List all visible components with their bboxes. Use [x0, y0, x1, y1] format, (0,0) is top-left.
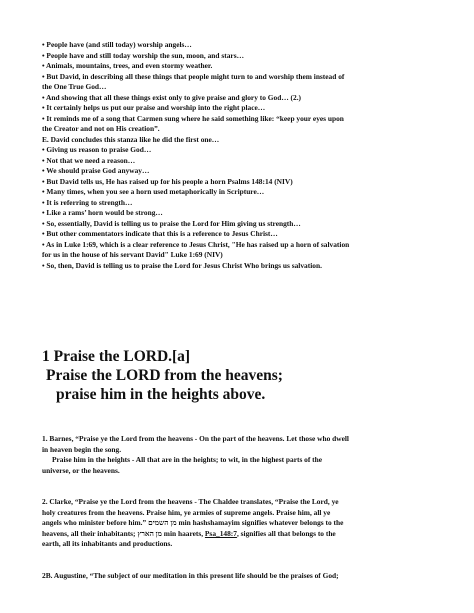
- list-item: the One True God…: [42, 82, 107, 91]
- text-line: holy creatures from the heavens. Praise him, ye armies of supreme angels. Praise him, all ye: [42, 507, 331, 517]
- list-item: • And showing that all these things exist only to give praise and glory to God… (2.): [42, 92, 302, 102]
- text-line: in heaven begin the song.: [42, 444, 122, 454]
- list-item: • So, then, David is telling us to praise the Lord for Jesus Christ Who brings us salvation.: [42, 260, 322, 270]
- text-line: [42, 529, 442, 540]
- list-item: • We should praise God anyway…: [42, 166, 150, 175]
- document-page: [42, 40, 442, 602]
- list-item: • Many times, when you see a horn used metaphorically in Scripture…: [42, 187, 265, 196]
- list-item: • But David tells us, He has raised up for his people a horn Psalms 148:14 (NIV): [42, 176, 293, 186]
- list-item: • People have and still today worship the sun, moon, and stars…: [42, 50, 244, 60]
- commentary-section: [42, 434, 442, 581]
- list-item: for us in the house of his servant David" Luke 1:69 (NIV): [42, 250, 223, 259]
- list-item: • As in Luke 1:69, which is a clear reference to Jesus Christ, "He has raised up a horn of salvation: [42, 239, 350, 249]
- list-item: • Giving us reason to praise God…: [42, 145, 152, 154]
- text-line: 2B. Augustine, “The subject of our meditation in this present life should be the praises of God;: [42, 570, 339, 580]
- scripture-verse: [42, 347, 442, 404]
- text-line: earth, all its inhabitants and productions.: [42, 539, 173, 548]
- text-line: 2. Clarke, “Praise ye the Lord from the heavens - The Chaldee translates, “Praise the Lord, ye: [42, 497, 339, 506]
- text-line: 1. Barnes, “Praise ye the Lord from the heavens - On the part of the heavens. Let those who dwell: [42, 434, 349, 443]
- list-item: • It reminds me of a song that Carmen sung where he said something like: “keep your eyes upon: [42, 113, 344, 123]
- text-line: Praise him in the heights - All that are in the heights; to wit, in the highest parts of the: [52, 455, 323, 464]
- text-line: angels who minister before him.” מן השמים min hashshamayim signifies whatever belongs to the: [42, 518, 344, 527]
- text-line: universe, or the heavens.: [42, 465, 120, 475]
- text-fragment: , signifies all that belongs to the: [236, 528, 336, 538]
- list-item: • But David, in describing all these things that people might turn to and worship them instead of: [42, 71, 345, 81]
- list-item: • But other commentators indicate that this is a reference to Jesus Christ…: [42, 229, 278, 238]
- list-item: • Animals, mountains, trees, and even stormy weather.: [42, 61, 213, 70]
- list-item: the Creator and not on His creation”.: [42, 124, 160, 133]
- text-fragment: heavens, all their inhabitants; מן הארץ min haarets,: [42, 528, 205, 538]
- list-item: • So, essentially, David is telling us to praise the Lord for Him giving us strength…: [42, 218, 301, 228]
- list-item: • It certainly helps us put our praise and worship into the right place…: [42, 103, 266, 112]
- commentary-clarke: [42, 497, 442, 550]
- commentary-barnes: [42, 434, 442, 476]
- list-item: • It is referring to strength…: [42, 197, 133, 207]
- verse-line: Praise the LORD from the heavens;: [46, 367, 283, 384]
- list-item: • People have (and still today) worship angels…: [42, 40, 192, 49]
- psalm-reference-link[interactable]: Psa_148:7: [204, 528, 237, 538]
- bullet-list: [42, 40, 442, 271]
- verse-line: 1 Praise the LORD.[a]: [42, 348, 191, 365]
- commentary-augustine: [42, 571, 442, 582]
- section-heading: E. David concludes this stanza like he did the first one…: [42, 134, 220, 144]
- list-item: • Like a rams’ horn would be strong…: [42, 208, 163, 217]
- list-item: • Not that we need a reason…: [42, 155, 136, 165]
- verse-line: praise him in the heights above.: [56, 386, 266, 403]
